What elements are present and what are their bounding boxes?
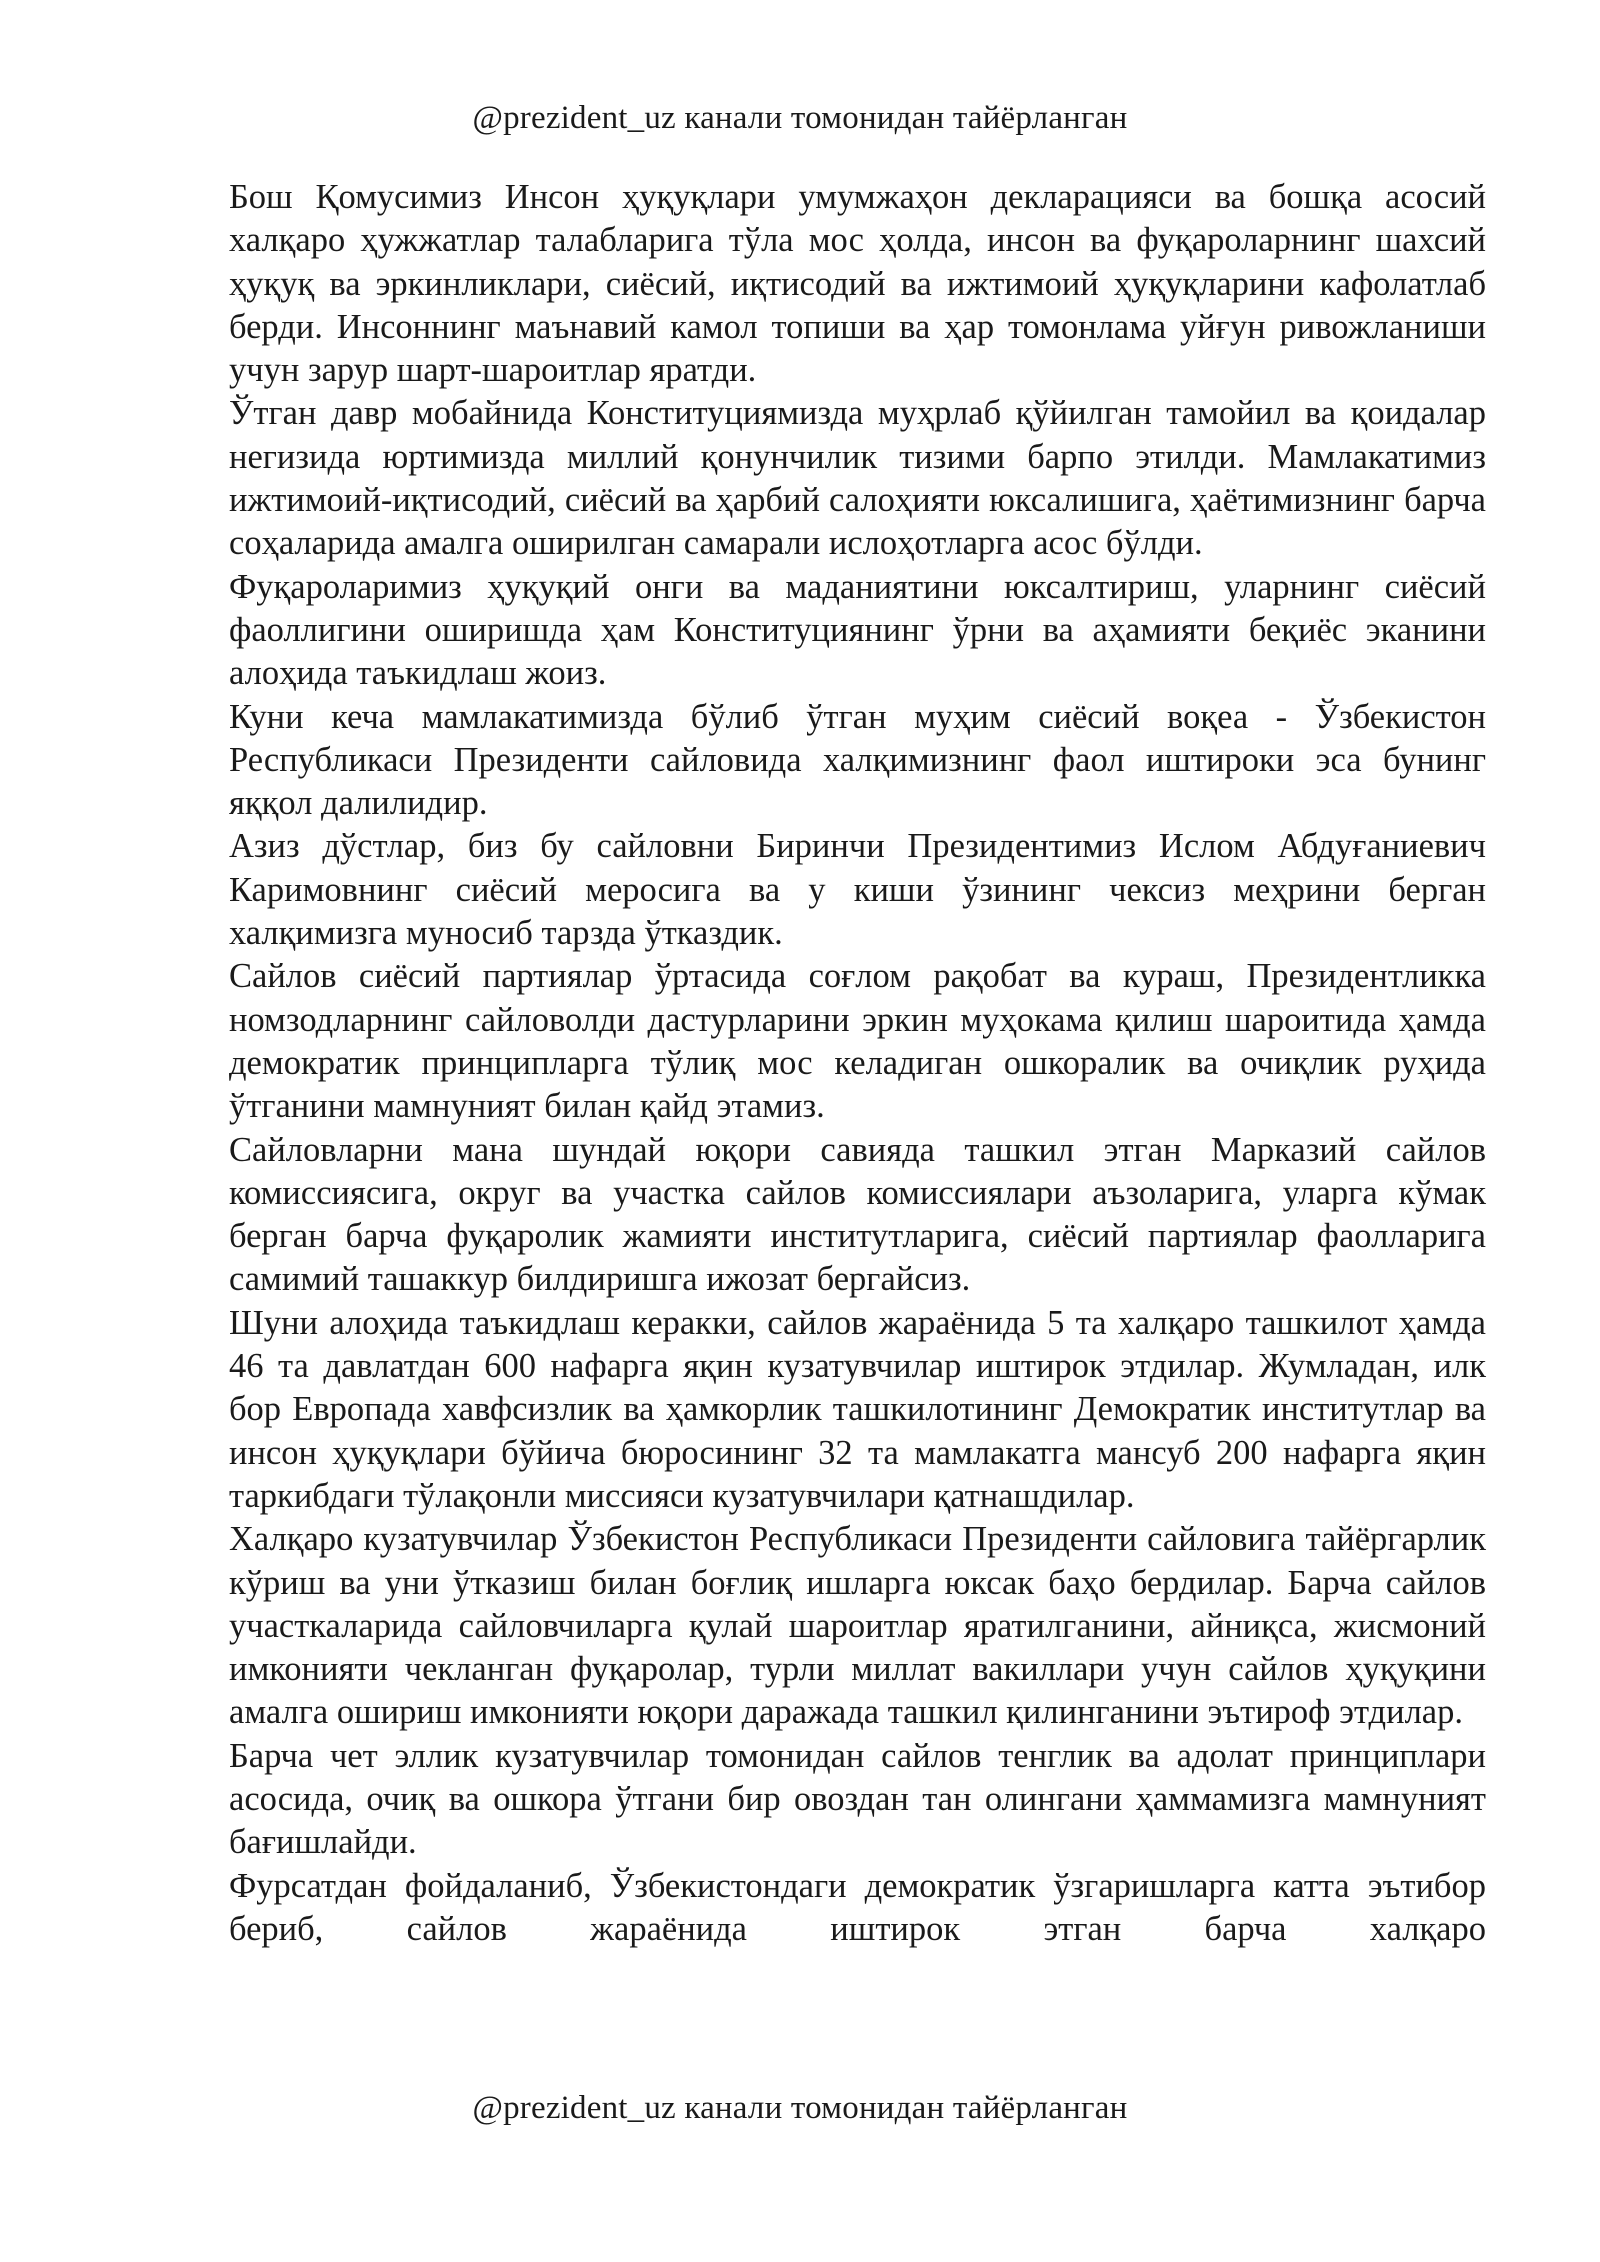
paragraph: Ўтган давр мобайнида Конституциямизда муҳрлаб қўйилган тамойил ва қоидалар негизида юртимизда миллий қонунчилик тизими барпо этилди. Мамлакатимиз ижтимоий-иқтисодий, сиёсий ва ҳарбий салоҳияти юксалишига, ҳаётимизнинг барча соҳаларида амалга оширилган самарали ислоҳотларга асос бўлди. (229, 394, 1486, 563)
paragraph: Азиз дўстлар, биз бу сайловни Биринчи Президентимиз Ислом Абдуғаниевич Каримовнинг сиёсий меросига ва у киши ўзининг чексиз меҳрини берган халқимизга муносиб тарзда ўтказдик. (229, 827, 1486, 953)
page-footer: @prezident_uz канали томонидан тайёрланган (472, 2090, 1128, 2126)
paragraph: Халқаро кузатувчилар Ўзбекистон Республикаси Президенти сайловига тайёргарлик кўриш ва уни ўтказиш билан боғлиқ ишларга юксак баҳо бердилар. Барча сайлов участкаларида сайловчиларга қулай шароитлар яратилганини, айниқса, жисмоний имконияти чекланган фуқаролар, турли миллат вакиллари учун сайлов ҳуқуқини амалга ошириш имконияти юқори даражада ташкил қилинганини эътироф этдилар. (229, 1520, 1486, 1732)
paragraph: Бош Қомусимиз Инсон ҳуқуқлари умумжаҳон декларацияси ва бошқа асосий халқаро ҳужжатлар талабларига тўла мос ҳолда, инсон ва фуқароларнинг шахсий ҳуқуқ ва эркинликлари, сиёсий, иқтисодий ва ижтимоий ҳуқуқларини кафолатлаб берди. Инсоннинг маънавий камол топиши ва ҳар томонлама уйғун ривожланиши учун зарур шарт-шароитлар яратди. (229, 178, 1486, 390)
page-header: @prezident_uz канали томонидан тайёрланган (472, 100, 1128, 136)
paragraph: Сайловларни мана шундай юқори савияда ташкил этган Марказий сайлов комиссиясига, округ ва участка сайлов комиссиялари аъзоларига, уларга кўмак берган барча фуқаролик жамияти институтларига, сиёсий партиялар фаолларига самимий ташаккур билдиришга ижозат бергайсиз. (229, 1130, 1486, 1299)
paragraph: Барча чет эллик кузатувчилар томонидан сайлов тенглик ва адолат принциплари асосида, очиқ ва ошкора ўтгани бир овоздан тан олингани ҳаммамизга мамнуният бағишлайди. (229, 1736, 1486, 1862)
document-body (229, 176, 1486, 1951)
paragraph: Сайлов сиёсий партиялар ўртасида соғлом рақобат ва кураш, Президентликка номзодларнинг сайловолди дастурларини эркин муҳокама қилиш шароитида ҳамда демократик принципларга тўлиқ мос келадиган ошкоралик ва очиқлик руҳида ўтганини мамнуният билан қайд этамиз. (229, 957, 1486, 1126)
paragraph: Шуни алоҳида таъкидлаш керакки, сайлов жараёнида 5 та халқаро ташкилот ҳамда 46 та давлатдан 600 нафарга яқин кузатувчилар иштирок этдилар. Жумладан, илк бор Европада хавфсизлик ва ҳамкорлик ташкилотининг Демократик институтлар ва инсон ҳуқуқлари бўйича бюросининг 32 та мамлакатга мансуб 200 нафарга яқин таркибдаги тўлақонли миссияси кузатувчилари қатнашдилар. (229, 1303, 1486, 1515)
paragraph: Фуқароларимиз ҳуқуқий онги ва маданиятини юксалтириш, уларнинг сиёсий фаоллигини оширишда ҳам Конституциянинг ўрни ва аҳамияти беқиёс эканини алоҳида таъкидлаш жоиз. (229, 567, 1486, 693)
paragraph-continued: Фурсатдан фойдаланиб, Ўзбекистондаги демократик ўзгаришларга катта эътибор бериб, сайлов жараёнида иштирок этган барча халқаро (229, 1866, 1486, 1948)
paragraph: Куни кеча мамлакатимизда бўлиб ўтган муҳим сиёсий воқеа - Ўзбекистон Республикаси Президенти сайловида халқимизнинг фаол иштироки эса бунинг яққол далилидир. (229, 697, 1486, 823)
